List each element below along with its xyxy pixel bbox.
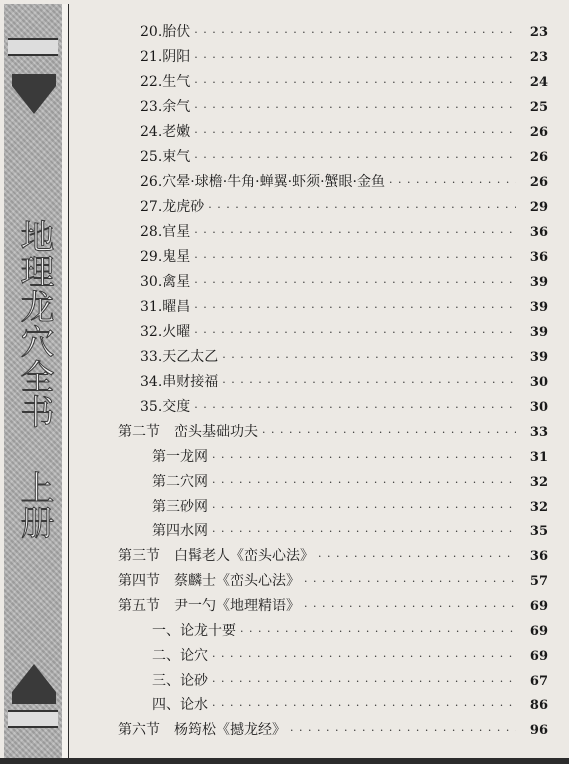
toc-entry-page: 26 [529, 125, 548, 140]
toc-section-page: 57 [529, 574, 548, 589]
toc-entry[interactable] [152, 645, 548, 669]
toc-entry-leader [194, 226, 516, 239]
toc-entry-label: 34.串财接福 [140, 374, 219, 390]
toc-entry-leader [194, 151, 516, 164]
toc-entry-label: 23.余气 [140, 99, 191, 115]
toc-entry-label: 21.阴阳 [140, 49, 191, 65]
toc-entry-leader [212, 675, 516, 688]
spine-band-top [8, 38, 58, 56]
toc-section-label: 第二节 峦头基础功夫 [118, 424, 258, 440]
toc-entry[interactable] [140, 221, 548, 245]
table-of-contents [70, 6, 562, 759]
toc-section[interactable] [118, 719, 548, 743]
spine-title: 地理龙穴全书 上册 [14, 219, 54, 540]
toc-entry-leader [194, 251, 516, 264]
toc-entry-label: 25.束气 [140, 149, 191, 165]
toc-entry-label: 32.火曜 [140, 324, 191, 340]
toc-entry-leader [194, 126, 516, 139]
toc-entry-leader [212, 476, 516, 489]
toc-entry-page: 24 [529, 75, 548, 90]
toc-section-leader [262, 426, 516, 439]
toc-entry-leader [212, 699, 516, 712]
toc-entry-label: 29.鬼星 [140, 249, 191, 265]
toc-entry-page: 69 [529, 649, 548, 664]
toc-section-leader [304, 600, 516, 613]
toc-entry-label: 四、论水 [152, 697, 208, 713]
toc-entry[interactable] [140, 96, 548, 120]
toc-entry-page: 36 [529, 225, 548, 240]
toc-entry-leader [212, 525, 516, 538]
spine-ornament-top-icon [12, 74, 56, 114]
toc-entry-label: 27.龙虎砂 [140, 199, 205, 215]
toc-entry[interactable] [140, 371, 548, 395]
toc-entry-leader [194, 326, 516, 339]
toc-entry-page: 35 [529, 524, 548, 539]
toc-entry-leader [389, 176, 516, 189]
toc-entry-page: 86 [529, 698, 548, 713]
toc-entry-page: 39 [529, 275, 548, 290]
toc-entry-leader [212, 451, 516, 464]
toc-entry-page: 39 [529, 300, 548, 315]
toc-section-page: 96 [529, 723, 548, 738]
toc-entry-page: 23 [529, 25, 548, 40]
toc-entry-leader [194, 51, 516, 64]
toc-entry-page: 31 [529, 450, 548, 465]
toc-entry[interactable] [140, 271, 548, 295]
toc-entry-page: 23 [529, 50, 548, 65]
toc-entry-leader [222, 376, 516, 389]
toc-entry[interactable] [140, 146, 548, 170]
toc-entry[interactable] [152, 471, 548, 495]
toc-entry-page: 26 [529, 175, 548, 190]
toc-entry[interactable] [152, 694, 548, 718]
toc-entry-leader [194, 401, 516, 414]
toc-entry[interactable] [140, 21, 548, 45]
toc-entry-leader [194, 26, 516, 39]
toc-entry-page: 25 [529, 100, 548, 115]
toc-entry-label: 33.天乙太乙 [140, 349, 219, 365]
toc-entry[interactable] [140, 196, 548, 220]
toc-entry[interactable] [152, 670, 548, 694]
toc-entry-leader [212, 501, 516, 514]
toc-entry-leader [194, 76, 516, 89]
toc-entry[interactable] [140, 296, 548, 320]
toc-entry[interactable] [140, 346, 548, 370]
book-spine [4, 4, 64, 758]
toc-section-leader [304, 575, 516, 588]
toc-entry-leader [208, 201, 516, 214]
toc-entry[interactable] [152, 446, 548, 470]
toc-entry-page: 32 [529, 500, 548, 515]
toc-entry-page: 32 [529, 475, 548, 490]
toc-entry[interactable] [152, 520, 548, 544]
toc-entry-label: 20.胎伏 [140, 24, 191, 40]
toc-entry-label: 22.生气 [140, 74, 191, 90]
toc-section[interactable] [118, 545, 548, 569]
toc-entry[interactable] [140, 46, 548, 70]
toc-entry[interactable] [140, 396, 548, 420]
toc-entry-page: 30 [529, 375, 548, 390]
toc-section-leader [290, 724, 516, 737]
toc-entry-leader [212, 650, 516, 663]
toc-entry-page: 67 [529, 674, 548, 689]
toc-entry-leader [194, 276, 516, 289]
toc-entry-label: 28.官星 [140, 224, 191, 240]
toc-section[interactable] [118, 421, 548, 445]
toc-entry-label: 24.老嫩 [140, 124, 191, 140]
spine-band-bottom [8, 710, 58, 728]
toc-section-label: 第六节 杨筠松《撼龙经》 [118, 722, 286, 738]
toc-section-page: 33 [529, 425, 548, 440]
toc-entry-leader [240, 625, 516, 638]
toc-entry-label: 二、论穴 [152, 648, 208, 664]
toc-entry[interactable] [140, 121, 548, 145]
toc-entry-label: 三、论砂 [152, 673, 208, 689]
toc-entry[interactable] [152, 620, 548, 644]
toc-entry-label: 第二穴网 [152, 474, 208, 490]
toc-entry-label: 26.穴晕·球檐·牛角·蝉翼·虾须·蟹眼·金鱼 [140, 174, 385, 190]
toc-entry-page: 30 [529, 400, 548, 415]
toc-entry[interactable] [140, 171, 548, 195]
toc-entry[interactable] [152, 496, 548, 520]
toc-entry-leader [194, 101, 516, 114]
toc-entry-leader [194, 301, 516, 314]
toc-entry-label: 31.曜昌 [140, 299, 191, 315]
toc-entry[interactable] [140, 71, 548, 95]
toc-entry[interactable] [140, 321, 548, 345]
toc-entry-page: 39 [529, 350, 548, 365]
toc-entry-page: 39 [529, 325, 548, 340]
toc-entry-leader [222, 351, 516, 364]
toc-section-label: 第五节 尹一勺《地理精语》 [118, 598, 300, 614]
toc-entry-page: 69 [529, 624, 548, 639]
toc-entry-label: 35.交度 [140, 399, 191, 415]
toc-entry-label: 第三砂网 [152, 499, 208, 515]
toc-entry-page: 26 [529, 150, 548, 165]
toc-section-leader [318, 550, 516, 563]
toc-entry-page: 36 [529, 250, 548, 265]
toc-entry-label: 第四水网 [152, 523, 208, 539]
toc-entry-label: 一、论龙十要 [152, 623, 236, 639]
toc-section-page: 36 [529, 549, 548, 564]
page-bottom-border [0, 758, 569, 764]
toc-section-page: 69 [529, 599, 548, 614]
toc-section-label: 第三节 白髯老人《峦头心法》 [118, 548, 314, 564]
toc-entry-label: 30.禽星 [140, 274, 191, 290]
toc-section[interactable] [118, 595, 548, 619]
spine-divider [62, 4, 69, 758]
spine-ornament-bottom-icon [12, 664, 56, 704]
toc-entry-label: 第一龙网 [152, 449, 208, 465]
toc-entry-page: 29 [529, 200, 548, 215]
toc-section-label: 第四节 蔡麟士《峦头心法》 [118, 573, 300, 589]
toc-section[interactable] [118, 570, 548, 594]
toc-entry[interactable] [140, 246, 548, 270]
